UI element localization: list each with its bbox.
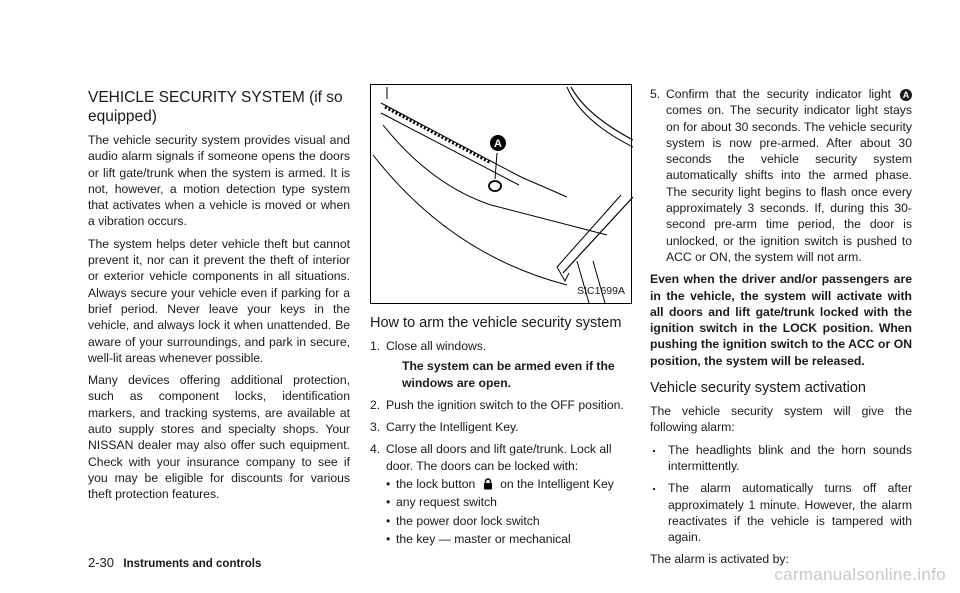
indicator-light-figure xyxy=(370,84,632,304)
step-5-text-pre: Confirm that the security indicator light xyxy=(666,87,892,101)
step-1-note: The system can be armed even if the windows are open. xyxy=(402,359,615,390)
step-number: 4. xyxy=(370,442,381,457)
step-2 xyxy=(370,397,632,413)
step-text: Close all windows. xyxy=(386,339,487,353)
alarm-item: . The headlights blink and the horn sounds intermittently. xyxy=(650,442,912,475)
marker-a-icon: A xyxy=(900,89,912,101)
activation-section-title: Vehicle security system activation xyxy=(650,380,866,397)
arm-steps-continued xyxy=(650,86,912,265)
arm-section-title: How to arm the vehicle security system xyxy=(370,315,622,331)
step-number: 3. xyxy=(370,420,381,435)
step-number: 1. xyxy=(370,339,381,353)
arm-steps xyxy=(370,338,632,547)
step-4 xyxy=(370,441,632,547)
figure-marker-a: A xyxy=(494,138,502,150)
step-3 xyxy=(370,419,632,435)
figure-caption: SIC1699A xyxy=(577,284,625,297)
footer-section-name: Instruments and controls xyxy=(123,558,262,570)
step-1 xyxy=(370,338,632,391)
section-title: VEHICLE SECURITY SYSTEM (if so equipped) xyxy=(88,89,343,125)
alarm-item: . The alarm automatically turns off after approximately 1 minute. However, the alarm reactivates if the vehicle is tampered with again. xyxy=(650,480,912,545)
warning-paragraph: Even when the driver and/or passengers are in the vehicle, the system will activate with all doors and lift gate/trunk locked with the ignition switch in the LOCK position. When pushing the ignition switch to the ACC or ON position, the system will be released. xyxy=(650,272,912,368)
dashboard-illustration xyxy=(371,85,633,305)
alarm-list xyxy=(650,442,912,546)
lock-method-request-switch: • any request switch xyxy=(386,494,632,510)
lock-methods-list xyxy=(386,476,632,547)
step-text: Close all doors and lift gate/trunk. Lock all door. The doors can be locked with: xyxy=(386,442,612,473)
step-text: Push the ignition switch to the OFF position. xyxy=(386,397,624,412)
lock-method-button: • the lock button on the Intelligent Key xyxy=(386,476,632,492)
step-5-text-post: comes on. The security indicator light stays on for about 30 seconds. The vehicle security system is now pre-armed. After about 30 seconds the vehicle security system automatically shifts into the armed phase. The security light begins to flash once every approximately 3 seconds. If, during this 30-second pre-arm time period, the door is unlocked, or the ignition switch is pushed to ACC or ON, the system will not arm. xyxy=(666,103,912,264)
watermark: carmanualsonline.info xyxy=(774,565,946,584)
lock-icon xyxy=(483,478,493,490)
intro-paragraph: The vehicle security system provides visual and audio alarm signals if someone opens the doors or lift gate/trunk when the system is armed. It is not, however, a motion detection type system that activates when a vehicle is moved or when a vibration occurs. xyxy=(88,133,350,229)
step-5 xyxy=(650,86,912,265)
lock-method-key: • the key — master or mechanical xyxy=(386,531,632,547)
step-text: Carry the Intelligent Key. xyxy=(386,420,519,435)
column-right xyxy=(650,86,912,574)
devices-paragraph: Many devices offering additional protection, such as component locks, identification markers, and tracking systems, are available at auto supply stores and specialty shops. Your NISSAN dealer may also offer such equipment. Check with your insurance company to see if you may be eligible for discounts for various theft protection features. xyxy=(88,373,350,502)
page-number: 2-30 xyxy=(88,555,115,570)
column-left xyxy=(88,80,350,509)
activation-intro: The vehicle security system will give the following alarm: xyxy=(650,404,912,435)
deterrence-paragraph: The system helps deter vehicle theft but cannot prevent it, nor can it prevent the theft of interior or exterior vehicle components in all situations. Always secure your vehicle even if parking for a brief period. Never leave your keys in the vehicle, and always lock it when unattended. Be aware of your surroundings, and park in secure, well-lit areas whenever possible. xyxy=(88,236,350,365)
activated-by-text: The alarm is activated by: xyxy=(650,552,789,567)
lock-method-power-switch: • the power door lock switch xyxy=(386,513,632,529)
column-middle xyxy=(370,84,632,553)
step-number: 2. xyxy=(370,397,381,412)
step-number: 5. xyxy=(650,87,661,101)
page-footer xyxy=(88,555,261,570)
